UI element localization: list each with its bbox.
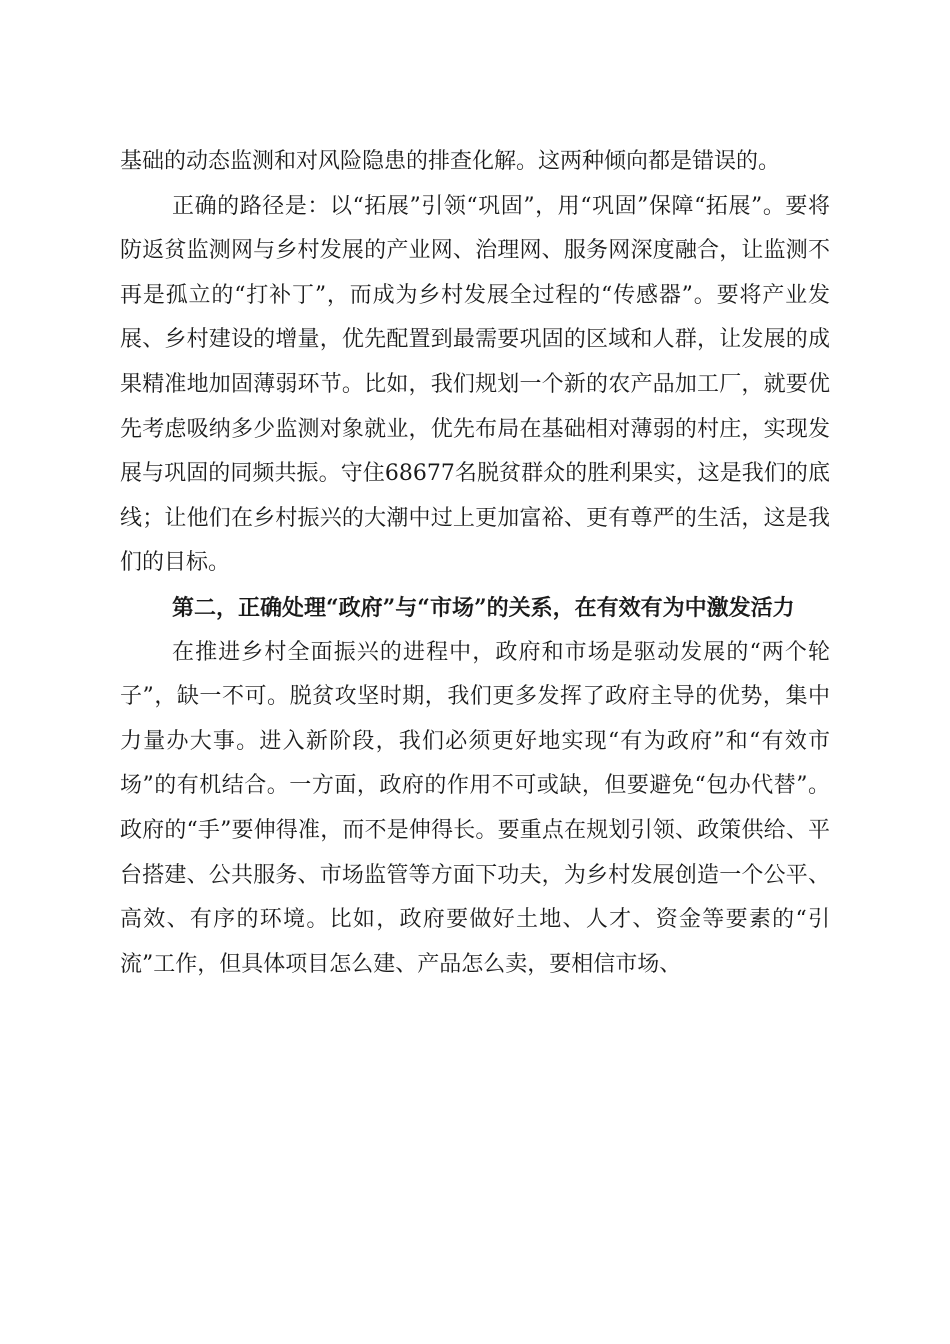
- document-body: [120, 140, 830, 987]
- paragraph-correct-path: 正确的路径是：以“拓展”引领“巩固”，用“巩固”保障“拓展”。要将防返贫监测网与乡村发展的产业网、治理网、服务网深度融合，让监测不再是孤立的“打补丁”，而成为乡村发展全过程的“传感器”。要将产业发展、乡村建设的增量，优先配置到最需要巩固的区域和人群，让发展的成果精准地加固薄弱环节。比如，我们规划一个新的农产品加工厂，就要优先考虑吸纳多少监测对象就业，优先布局在基础相对薄弱的村庄，实现发展与巩固的同频共振。守住68677名脱贫群众的胜利果实，这是我们的底线；让他们在乡村振兴的大潮中过上更加富裕、更有尊严的生活，这是我们的目标。: [120, 193, 830, 576]
- section-heading-government-market: 第二，正确处理“政府”与“市场”的关系，在有效有为中激发活力: [172, 594, 795, 621]
- paragraph-continued: 基础的动态监测和对风险隐患的排查化解。这两种倾向都是错误的。: [120, 149, 781, 174]
- paragraph-government-market: 在推进乡村全面振兴的进程中，政府和市场是驱动发展的“两个轮子”，缺一不可。脱贫攻坚时期，我们更多发挥了政府主导的优势，集中力量办大事。进入新阶段，我们必须更好地实现“有为政府”和“有效市场”的有机结合。一方面，政府的作用不可或缺，但要避免“包办代替”。政府的“手”要伸得准，而不是伸得长。要重点在规划引领、政策供给、平台搭建、公共服务、市场监管等方面下功夫，为乡村发展创造一个公平、高效、有序的环境。比如，政府要做好土地、人才、资金等要素的“引流”工作，但具体项目怎么建、产品怎么卖，要相信市场、: [120, 639, 830, 977]
